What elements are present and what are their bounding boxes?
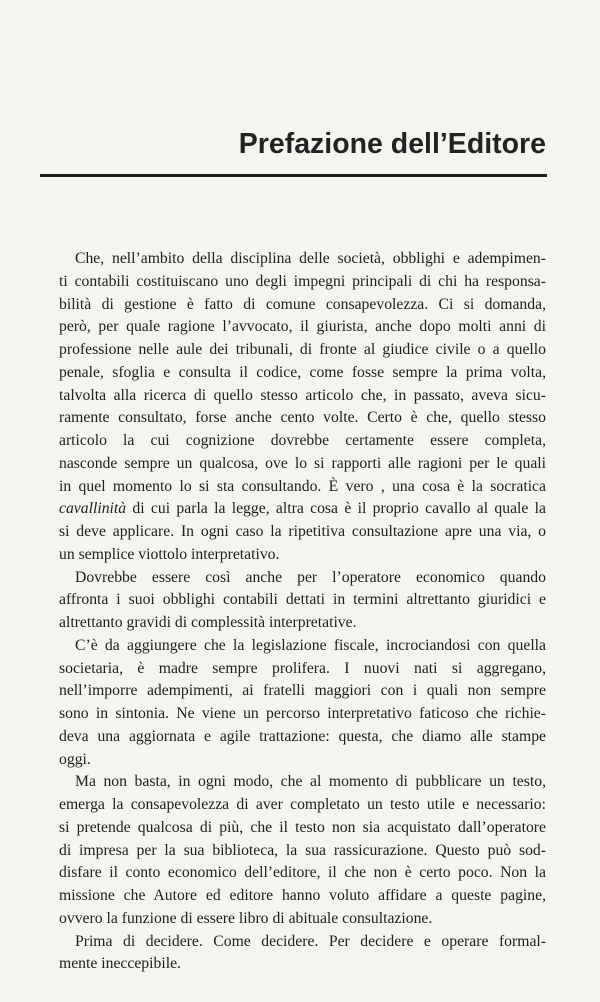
text-line: ovvero la funzione di essere libro di abituale consultazione. [59, 909, 433, 927]
text-line: di impresa per la sua biblioteca, la sua rassicurazione. Questo può sod- [59, 841, 546, 859]
text-line: ti contabili costituiscano uno degli impegni principali di chi ha responsa- [59, 272, 546, 290]
text-line: Che, nell’ambito della disciplina delle società, obblighi e adempimen- [75, 250, 546, 267]
text-line: affronta i suoi obblighi contabili dettati in termini altrettanto giuridici e [59, 591, 546, 609]
text-line: nasconde sempre un qualcosa, ove lo si rapporti alle ragioni per le quali [59, 454, 546, 472]
text-line: mente ineccepibile. [59, 955, 181, 973]
text-line: ramente consultato, forse anche cento volte. Certo è che, quello stesso [59, 409, 546, 427]
text-line: talvolta alla ricerca di quello stesso articolo che, in passato, aveva sicu- [59, 386, 546, 404]
text-line: C’è da aggiungere che la legislazione fiscale, incrociandosi con quella [75, 636, 546, 654]
italic-term: cavallinità [59, 500, 127, 518]
text-line: si pretende qualcosa di più, che il testo non sia acquistato dall’operatore [59, 818, 546, 836]
text-line: bilità di gestione è fatto di comune consapevolezza. Ci si domanda, [59, 295, 546, 313]
title-rule [40, 174, 547, 177]
text-line: emerga la consapevolezza di aver completato un testo utile e necessario: [59, 796, 546, 813]
preface-body [59, 248, 546, 976]
text-line: si deve applicare. In ogni caso la ripetitiva consultazione apre una via, o [59, 523, 546, 540]
text-line: in quel momento lo si sta consultando. È vero , una cosa è la socratica [59, 477, 546, 495]
text-line: Dovrebbe essere così anche per l’operatore economico quando [75, 568, 546, 586]
text-line: disfare il conto economico dell’editore, il che non è certo poco. Non la [59, 864, 546, 882]
text-line: però, per quale ragione l’avvocato, il giurista, anche dopo molti anni di [59, 318, 546, 336]
text-line-italic-lead: cavallinità di cui parla la legge, altra cosa è il proprio cavallo al quale la [59, 500, 546, 518]
text-line: societaria, è madre sempre prolifera. I nuovi nati si aggregano, [59, 659, 546, 677]
text-line: deva una aggiornata e agile trattazione: questa, che diamo alle stampe [59, 727, 546, 745]
text-line: missione che Autore ed editore hanno voluto affidare a queste pagine, [59, 887, 546, 904]
page-title: Prefazione dell’Editore [238, 128, 546, 160]
text-line: Prima di decidere. Come decidere. Per decidere e operare formal- [75, 932, 546, 950]
text-line: professione nelle aule dei tribunali, di fronte al giudice civile o a quello [59, 341, 546, 358]
text-line: sono in sintonia. Ne viene un percorso interpretativo faticoso che richie- [59, 705, 546, 722]
text-line: penale, sfoglia e consulta il codice, come fosse sempre la prima volta, [59, 363, 546, 381]
text-line: un semplice viottolo interpretativo. [59, 545, 280, 563]
text-line: oggi. [59, 750, 91, 768]
text-line: Ma non basta, in ogni modo, che al momento di pubblicare un testo, [75, 773, 546, 791]
text-line: articolo la cui cognizione dovrebbe certamente essere completa, [59, 432, 546, 449]
text-line: altrettanto gravidi di complessità interpretative. [59, 614, 357, 631]
text-line: nell’imporre adempimenti, ai fratelli maggiori con i quali non sempre [59, 682, 546, 700]
